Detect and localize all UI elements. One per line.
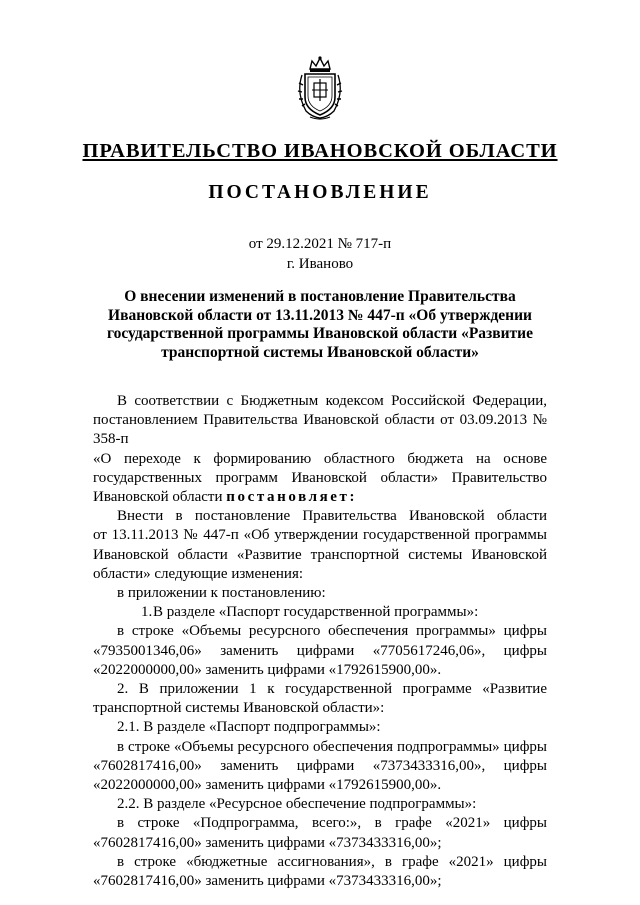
document-type: ПОСТАНОВЛЕНИЕ (208, 182, 432, 203)
item-number: 1. (141, 604, 153, 621)
body-line: области» следующие изменения: (93, 565, 304, 582)
body-line: 2.1. В разделе «Паспорт подпрограммы»: (117, 719, 381, 736)
body-line (93, 488, 547, 507)
subject-line: О внесении изменений в постановление Правительства (124, 288, 516, 305)
body-text: В разделе «Паспорт государственной программы»: (153, 604, 479, 621)
body-line: транспортной системы Ивановской области»: (93, 700, 385, 717)
body-line: «2022000000,00» заменить цифрами «1792615900,00». (93, 777, 442, 794)
body-line: Внести в постановление Правительства Ивановской области (117, 508, 547, 525)
resolves-word: постановляет: (226, 489, 358, 506)
body-line: постановлением Правительства Ивановской области от 03.09.2013 № 358-п (93, 412, 547, 448)
body-line: 2.2. В разделе «Ресурсное обеспечение подпрограммы»: (117, 796, 477, 813)
body-line: В соответствии с Бюджетным кодексом Российской Федерации, (117, 393, 547, 409)
body-line: в строке «бюджетные ассигнования», в графе «2021» цифры (117, 853, 547, 870)
body-line: «О переходе к формированию областного бюджета на основе (93, 450, 547, 467)
document-body (93, 392, 547, 891)
body-line: в строке «Объемы ресурсного обеспечения подпрограммы» цифры (117, 738, 547, 755)
document-subject (100, 288, 540, 362)
body-line: «7602817416,00» заменить цифрами «7373433316,00», цифры (93, 757, 547, 774)
subject-line: транспортной системы Ивановской области» (161, 343, 479, 361)
body-line (93, 603, 547, 622)
body-line: в строке «Объемы ресурсного обеспечения программы» цифры (117, 623, 547, 640)
coat-of-arms-icon (296, 55, 344, 121)
body-line: Ивановской области «Развитие транспортной системы Ивановской (93, 546, 547, 563)
body-text: Ивановской области (93, 489, 227, 506)
organization-title: ПРАВИТЕЛЬСТВО ИВАНОВСКОЙ ОБЛАСТИ (82, 140, 558, 162)
body-line: «7602817416,00» заменить цифрами «7373433316,00»; (93, 873, 442, 890)
body-line: «2022000000,00» заменить цифрами «1792615900,00». (93, 661, 442, 678)
date-number: от 29.12.2021 № 717-п (248, 236, 392, 252)
subject-line: Ивановской области от 13.11.2013 № 447-п «Об утверждении (108, 306, 532, 324)
body-line: государственных программ Ивановской области» Правительство (93, 469, 547, 486)
city: г. Иваново (286, 256, 354, 272)
body-line: в строке «Подпрограмма, всего:», в графе «2021» цифры (117, 815, 547, 832)
body-line: «7602817416,00» заменить цифрами «7373433316,00»; (93, 834, 442, 851)
body-line: от 13.11.2013 № 447-п «Об утверждении государственной программы (93, 527, 547, 544)
body-line: в приложении к постановлению: (117, 585, 326, 602)
body-line: 2. В приложении 1 к государственной программе «Развитие (117, 681, 547, 698)
subject-line: государственной программы Ивановской области «Развитие (106, 325, 533, 343)
body-line: «7935001346,06» заменить цифрами «7705617246,06», цифры (93, 642, 547, 659)
